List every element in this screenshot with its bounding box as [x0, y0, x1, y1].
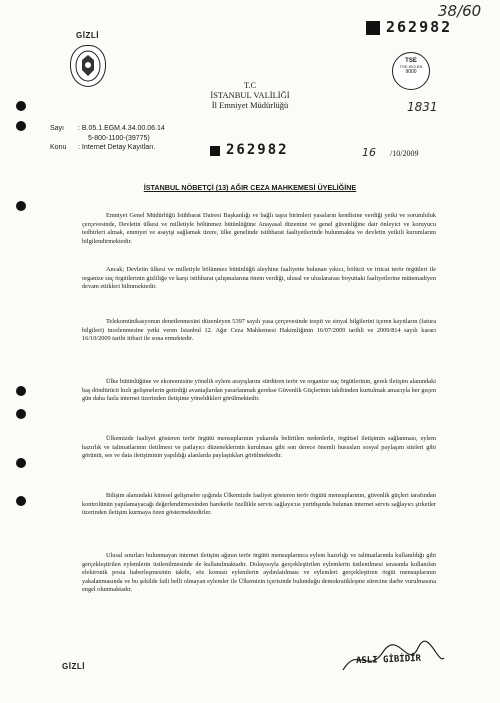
- body-paragraph-5: Ülkemizde faaliyet gösteren terör örgütü mensuplarının yukarıda belirtilen nedenlerle, örgütsel iletişimin sağlanması, eylem hazırlık ve talimatlarının iletilmesi ve patlayıcı düzeneklerinin kurulması gibi son derece önemli hususları sosyal paylaşım siteleri gibi görüntü, ses ve data iletişiminin yapıldığı alanlarda paylaştıkları görülmektedir.: [82, 435, 436, 460]
- header-line-tc: T.C: [243, 80, 257, 90]
- tse-logo-middle: TSE-ISO-EN: [399, 64, 423, 69]
- punch-hole: [16, 409, 26, 419]
- signature-scribble-icon: [338, 640, 448, 680]
- tse-logo-bottom: 9000: [405, 69, 417, 75]
- classification-label-bottom: GİZLİ: [62, 662, 85, 671]
- tse-certification-logo-icon: [392, 52, 430, 90]
- document-date: [362, 146, 418, 159]
- body-paragraph-2: Ancak; Devletin ülkesi ve milletiyle bölünmez bütünlüğü aleyhine faaliyette bulunan yıkıcı, bölücü ve irticai terör örgütleri ile organize suç örgütlerinin gizliliğe ve karşı istihbarat çalışmalarına önem verdiği, ulusal ve uluslararası boyuttaki faaliyetlerine mütemadiyen devam ettikleri bilinmektedir.: [82, 266, 436, 291]
- body-paragraph-7: Ulusal sınırları bulunmayan internet iletişim ağının terör örgütü mensuplarınca eylem hazırlığı ve talimatlarında kullanıldığı gibi gerçekleştirilen eylemlerin üstlenilmesinde de kullanılmaktadır. Dolayısıyla gerçekleştirilen eylemlerin üstlenilmesi sırasında kullanılan elektronik posta haberleşmesinin takibi, söz konusu eylemlerin aydınlatılması ve eylemleri gerçekleştiren örgüt mensuplarının yakalanmasında ve bu şekilde faili belli olmayan eylemler ile Ülkemizin içerisinde bulunduğu demokratikleşme sürecine darbe vurulmasına engel olunmaktadır.: [82, 552, 436, 594]
- body-paragraph-1: Emniyet Genel Müdürlüğü İstihbarat Dairesi Başkanlığı ve bağlı taşra birimleri yasaların kendisine verdiği yetki ve sorumluluk çerçevesinde, Devletin ülkesi ve milletiyle bölünmez bütünlüğüne Anayasal düzenine ve genel güvenliğine dair önleyici ve koruyucu tedbirleri almak, emniyet ve asayişi sağlamak üzere, ülke genelinde istihbarat faaliyetlerinde bulunmakta ve devletin yetkili kurumlarını bilgilendirmektedir.: [82, 212, 436, 245]
- tse-logo-top: TSE: [405, 58, 417, 64]
- date-rest: /10/2009: [390, 149, 419, 158]
- police-emblem-icon: [70, 45, 106, 87]
- body-paragraph-4: Ülke bütünlüğüne ve ekonomisine yönelik eylem arayışlarını sürdüren terör ve organize suç örgütlerinin, gerek iletişim alanındaki baş döndürücü hızlı gelişmelerin getirdiği avantajlardan yararlanmak gerekse Güvenlik Güçlerinin takibinden kurtulmak amacıyla her geçen gün daha fazla internet üzerinden iletişime yöneldikleri görülmektedir.: [82, 378, 436, 403]
- classification-label-top: GİZLİ: [76, 31, 99, 40]
- document-number-inline: 262982: [226, 142, 289, 158]
- handwritten-page-number: 38/60: [438, 2, 482, 20]
- date-day-handwritten: 16: [362, 146, 376, 159]
- punch-hole: [16, 386, 26, 396]
- konu-label: Konu: [50, 144, 67, 151]
- sayi-value: : B.05.1.EGM.4.34.00.06.14: [78, 125, 165, 132]
- konu-value: : Internet Detay Kayıtları.: [78, 144, 156, 151]
- body-paragraph-3: Telekomünikasyonun denetlenmesini düzenleyen 5397 sayılı yasa çerçevesinde tespit ve sinyal bilgilerini içeren kayıtların (fatura bilgileri) incelenmesine yetki veren İstanbul 12. Ağır Ceza Mahkemesi Hakimliğinin 16/07/2009 tarihli ve 2009/814 sayılı kararı 16/10/2009 tarihi itibari ile sona ermektedir.: [82, 318, 436, 343]
- subject-line: İSTANBUL NÖBETÇİ (13) AĞIR CEZA MAHKEMESİ ÜYELİĞİNE: [143, 183, 357, 192]
- meta-block: [50, 124, 350, 153]
- certified-copy-stamp: ASLI GİBİDİR: [355, 653, 422, 667]
- document-number-marker: [366, 21, 380, 35]
- header-line-valilik: İSTANBUL VALİLİĞİ: [210, 90, 290, 100]
- punch-hole: [16, 496, 26, 506]
- sayi-line2: 5-800-1100-(39775): [88, 134, 150, 142]
- punch-hole: [16, 201, 26, 211]
- inline-document-number-marker: [210, 146, 220, 156]
- punch-hole: [16, 101, 26, 111]
- sayi-label: Sayı: [50, 125, 65, 132]
- body-paragraph-6: Bilişim alanındaki küresel gelişmeler ışığında Ülkemizde faaliyet gösteren terör örgütü mensuplarının, güvenlik güçleri tarafından kontrolünün yapılamayacağı değerlendirmesinden hareketle özellikle servis sağlayıcısı yurtdışında bulunan internet servis sağlayıcı şirketler üzerinden iletişim kurmaya özen göstermektedirler.: [82, 492, 436, 517]
- handwritten-annotation: 1831: [407, 100, 438, 114]
- konu-row: [50, 143, 350, 153]
- letterhead: [190, 80, 310, 110]
- punch-hole: [16, 121, 26, 131]
- header-line-mudurluk: İl Emniyet Müdürlüğü: [211, 100, 289, 110]
- punch-hole: [16, 458, 26, 468]
- sayi-row: [50, 124, 350, 134]
- document-number-top: 262982: [386, 18, 453, 36]
